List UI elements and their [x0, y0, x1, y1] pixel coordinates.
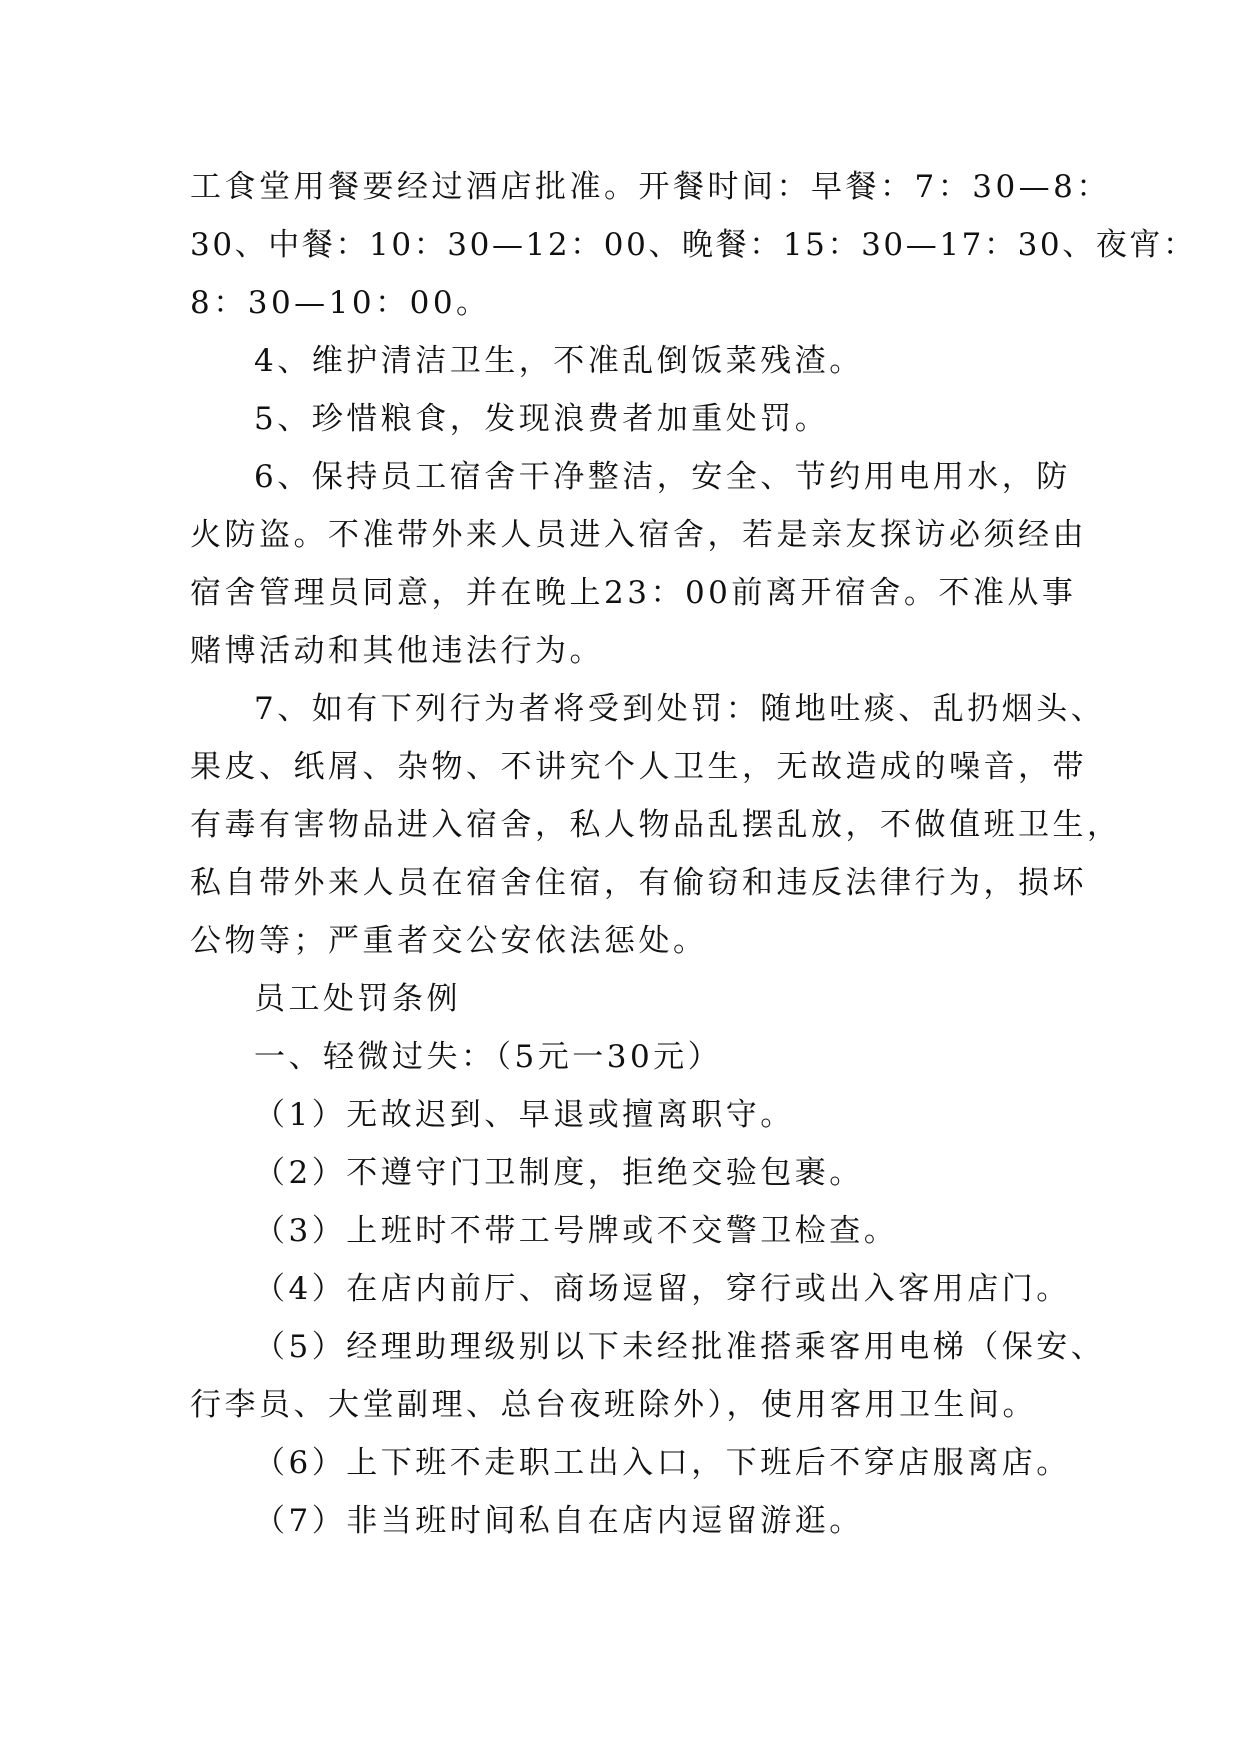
list-item: （4）在店内前厅、商场逗留，穿行或出入客用店门。 [254, 1271, 1071, 1307]
list-item: （6）上下班不走职工出入口，下班后不穿店服离店。 [254, 1445, 1071, 1481]
paragraph-line: 8：30—10：00。 [190, 285, 491, 321]
list-item: （5）经理助理级别以下未经批准搭乘客用电梯（保安、 [254, 1329, 1106, 1365]
subsection-heading: 一、轻微过失：（5元一30元） [254, 1039, 723, 1075]
paragraph-line: 果皮、纸屑、杂物、不讲究个人卫生，无故造成的噪音，带 [190, 749, 1087, 785]
paragraph-line: 私自带外来人员在宿舍住宿，有偷窃和违反法律行为，损坏 [190, 865, 1087, 901]
paragraph-line: 有毒有害物品进入宿舍，私人物品乱摆乱放，不做值班卫生， [190, 807, 1122, 843]
paragraph-line: 6、保持员工宿舍干净整洁，安全、节约用电用水，防 [254, 459, 1071, 495]
list-item: （7）非当班时间私自在店内逗留游逛。 [254, 1503, 864, 1539]
list-item: （1）无故迟到、早退或擅离职守。 [254, 1097, 795, 1133]
paragraph-line: 5、珍惜粮食，发现浪费者加重处罚。 [254, 401, 830, 437]
list-item: （3）上班时不带工号牌或不交警卫检查。 [254, 1213, 899, 1249]
paragraph-line: 火防盗。不准带外来人员进入宿舍，若是亲友探访必须经由 [190, 517, 1087, 553]
paragraph-line: 7、如有下列行为者将受到处罚：随地吐痰、乱扔烟头、 [254, 691, 1106, 727]
list-item-continuation: 行李员、大堂副理、总台夜班除外），使用客用卫生间。 [190, 1387, 1037, 1423]
document-body [190, 158, 1197, 1550]
paragraph-line: 公物等；严重者交公安依法惩处。 [190, 923, 708, 959]
paragraph-line: 宿舍管理员同意，并在晚上23：00前离开宿舍。不准从事 [190, 575, 1077, 611]
paragraph-line: 赌博活动和其他违法行为。 [190, 633, 604, 669]
list-item: （2）不遵守门卫制度，拒绝交验包裹。 [254, 1155, 864, 1191]
section-heading: 员工处罚条例 [254, 981, 461, 1017]
paragraph-line: 4、维护清洁卫生，不准乱倒饭菜残渣。 [254, 343, 864, 379]
paragraph-line: 工食堂用餐要经过酒店批准。开餐时间：早餐：7：30—8： [190, 169, 1111, 205]
paragraph-line: 30、中餐：10：30—12：00、晚餐：15：30—17：30、夜宵： [190, 227, 1197, 263]
